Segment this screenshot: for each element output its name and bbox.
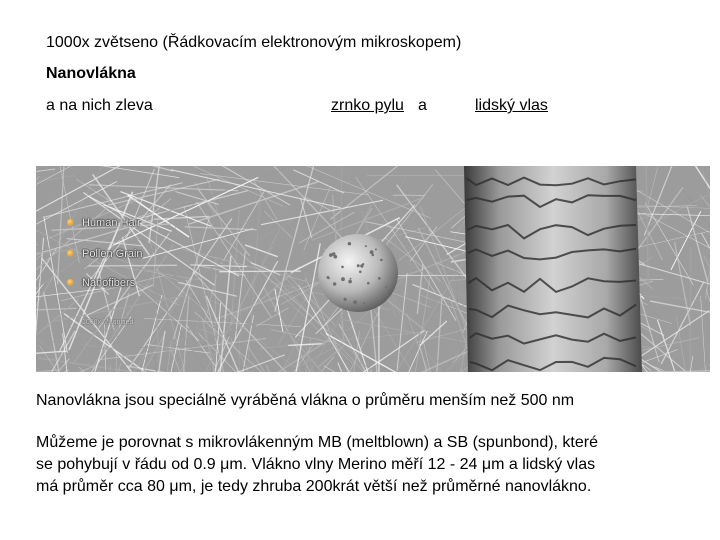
magnification-label: 1000x Magnified — [82, 319, 134, 326]
legend-pollen-grain: Pollen Grain — [82, 248, 143, 260]
caption-conjunction: a — [418, 97, 427, 114]
legend-bullet-icon — [67, 279, 74, 286]
legend-bullet-icon — [67, 219, 74, 226]
legend-bullet-icon — [67, 250, 74, 257]
paragraph-line: Můžeme je porovnat s mikrovlákenným MB (meltblown) a SB (spunbond), které — [36, 434, 598, 451]
paragraph-comparison — [36, 432, 598, 498]
paragraph-line: má průměr cca 80 μm, je tedy zhruba 200krát větší než průměrné nanovlákno. — [36, 478, 592, 495]
caption-title: Nanovlákna — [46, 65, 136, 82]
legend-human-hair: Human Hair — [82, 217, 141, 229]
caption-line-3: a na nich zleva — [46, 97, 153, 114]
pollen-link[interactable]: zrnko pylu — [331, 97, 404, 114]
paragraph-definition: Nanovlákna jsou speciálně vyráběná vlákna o průměru menším než 500 nm — [36, 392, 575, 409]
sem-micrograph — [36, 166, 710, 372]
pollen-grain-shape — [318, 234, 398, 312]
legend-nanofibers: Nanofibers — [82, 277, 136, 289]
hair-link[interactable]: lidský vlas — [475, 97, 548, 114]
sem-micrograph-graphic — [36, 166, 710, 372]
paragraph-line: se pohybují v řádu od 0.9 μm. Vlákno vlny Merino měří 12 - 24 μm a lidský vlas — [36, 456, 596, 473]
caption-line-1: 1000x zvětseno (Řádkovacím elektronovým mikroskopem) — [46, 34, 462, 51]
human-hair-shape — [464, 166, 642, 372]
